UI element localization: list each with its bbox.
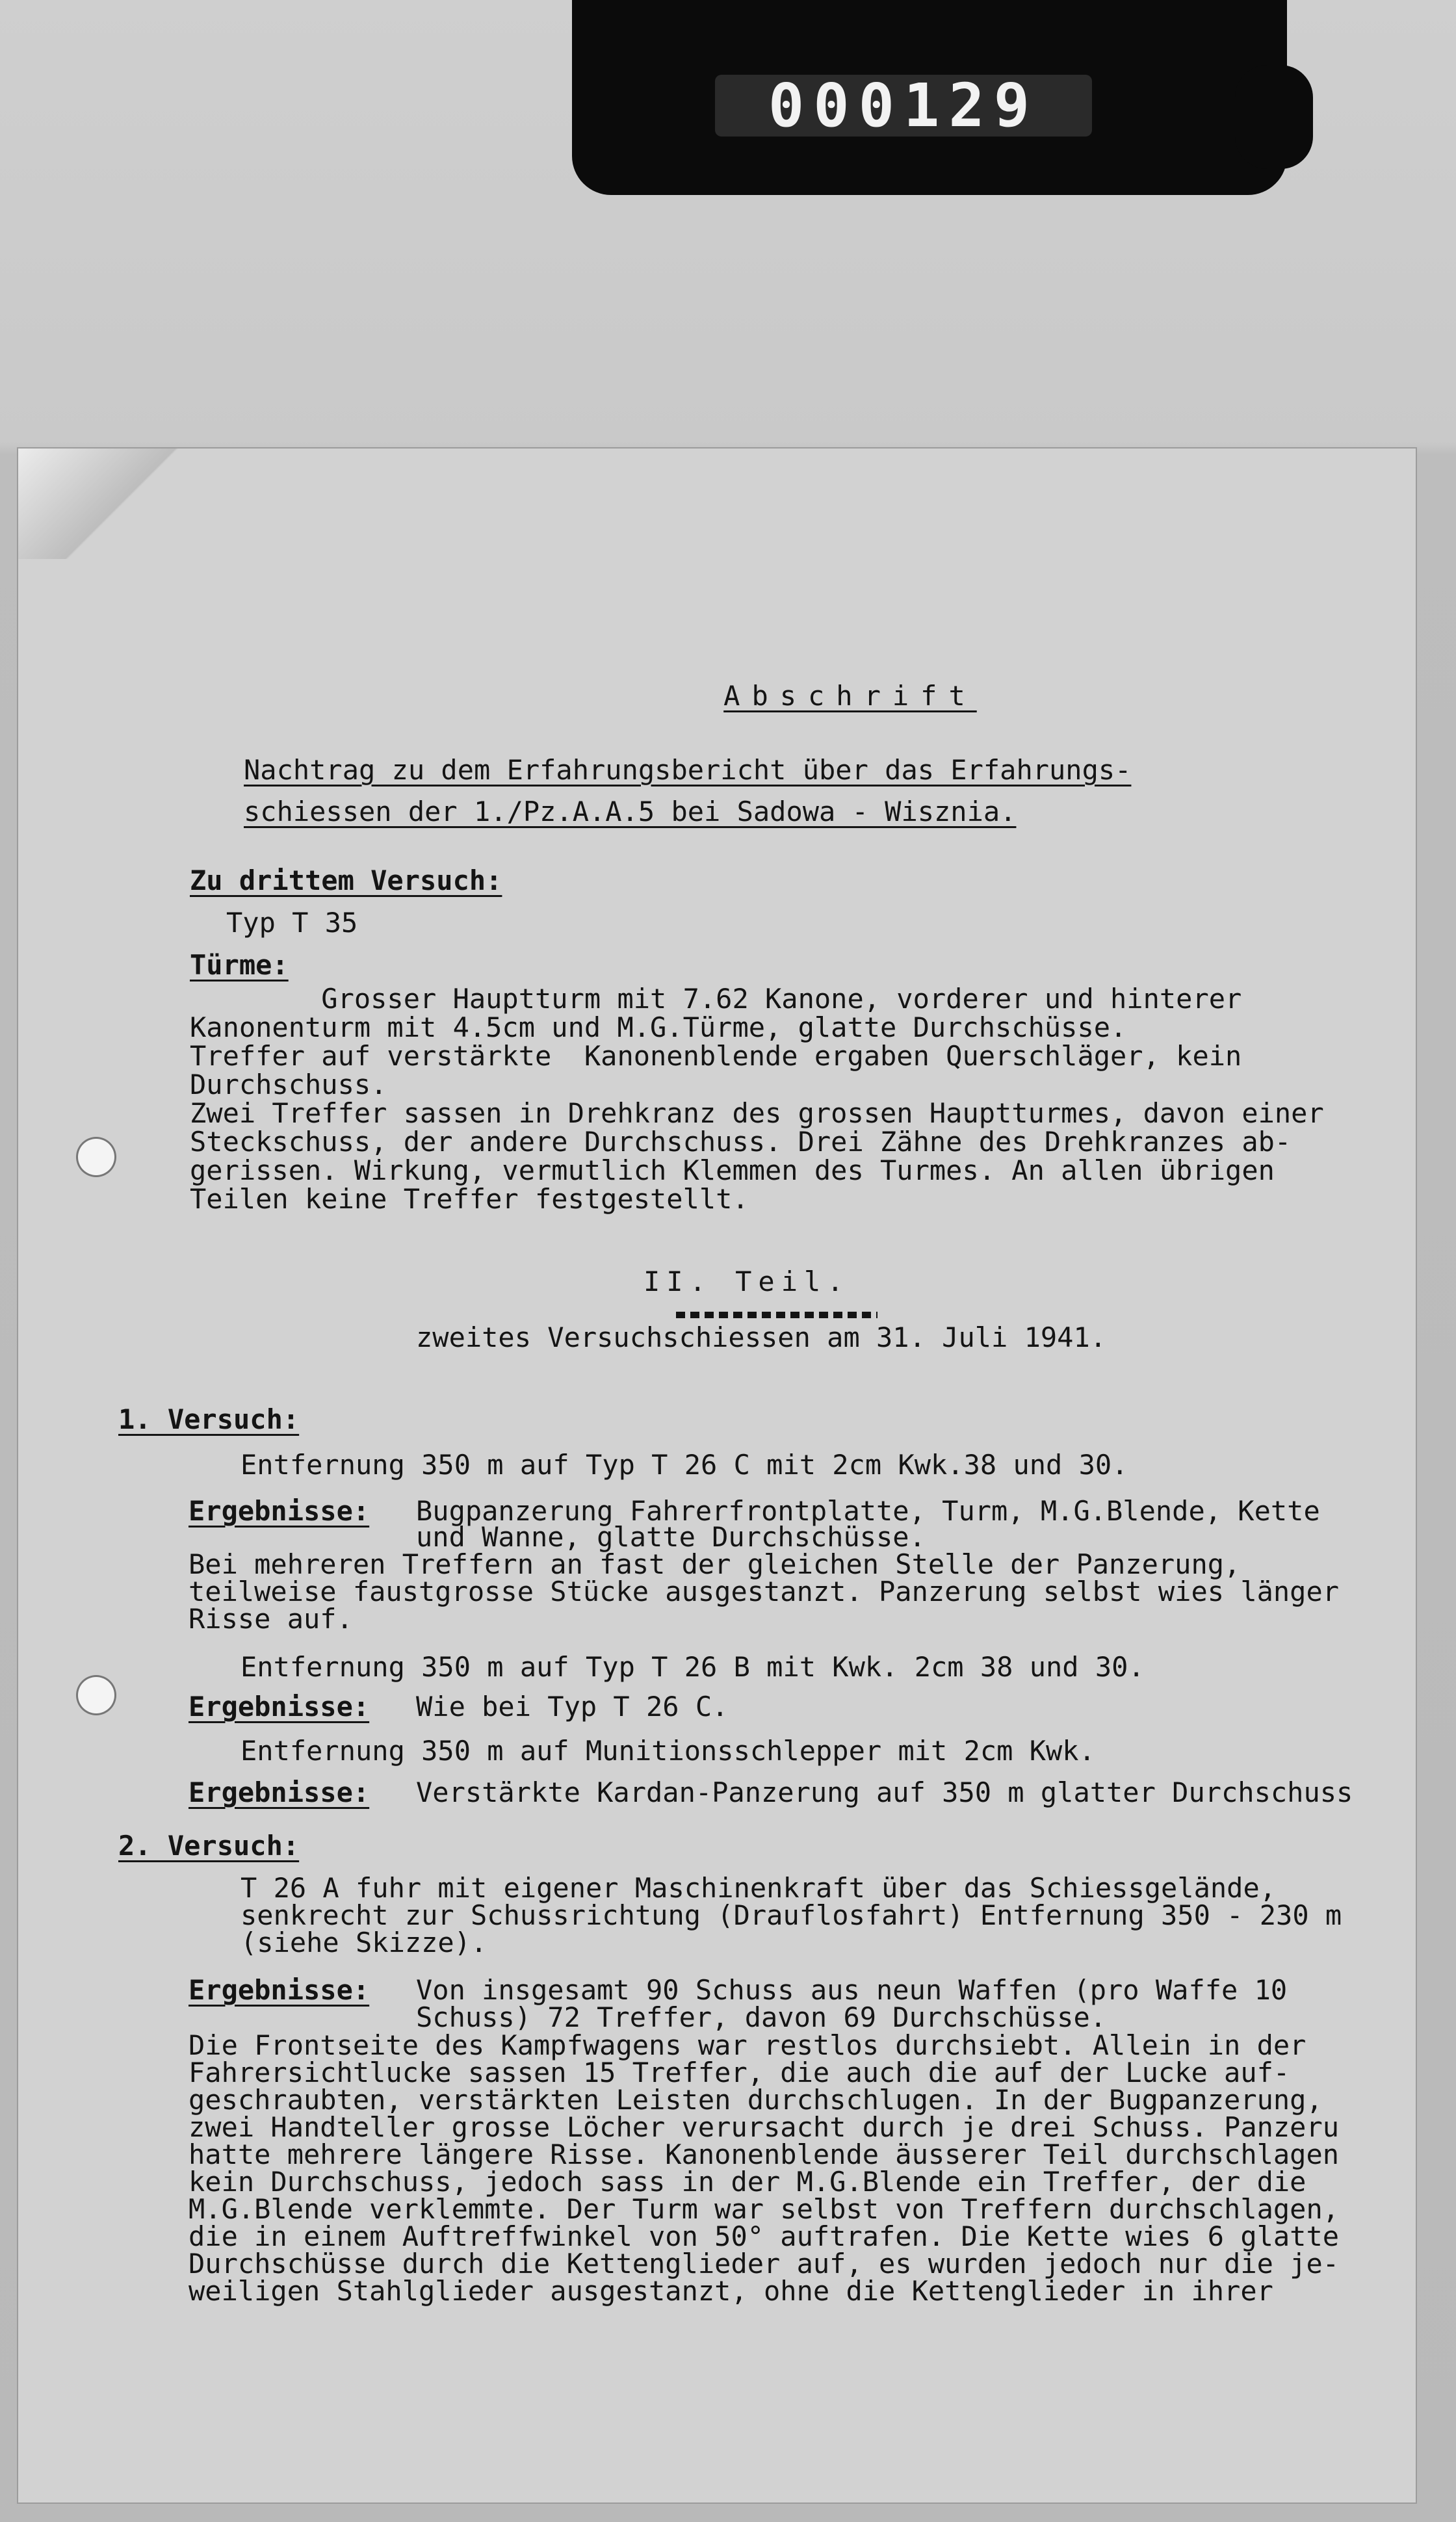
versuch1-distance-2: Entfernung 350 m auf Typ T 26 B mit Kwk. 2cm 38 und 30. xyxy=(240,1651,1145,1683)
section3-type: Typ T 35 xyxy=(226,907,358,939)
torn-corner xyxy=(18,448,194,559)
towers-line: Durchschuss. xyxy=(190,1069,387,1100)
document-heading xyxy=(611,653,977,739)
punch-hole-lower xyxy=(78,1677,114,1713)
part2-title: II. Teil. xyxy=(644,1266,850,1297)
punch-hole-upper xyxy=(78,1139,114,1175)
towers-line: Kanonenturm mit 4.5cm und M.G.Türme, glatte Durchschüsse. xyxy=(190,1011,1127,1043)
versuch2-text: T 26 A fuhr mit eigener Maschinenkraft über das Schiessgelände, xyxy=(240,1872,1277,1904)
towers-label: Türme: xyxy=(190,949,289,981)
versuch2-label: 2. Versuch: xyxy=(118,1830,300,1862)
subject-line-1: Nachtrag zu dem Erfahrungsbericht über das Erfahrungs- xyxy=(244,754,1132,786)
frame-counter-window xyxy=(715,71,1092,140)
frame-number: 000129 xyxy=(768,71,1039,140)
versuch1-label: 1. Versuch: xyxy=(118,1403,300,1435)
versuch1-result-1: und Wanne, glatte Durchschüsse. xyxy=(416,1521,926,1553)
versuch2-details: Fahrersichtlucke sassen 15 Treffer, die auch die auf der Lucke auf- xyxy=(188,2057,1290,2088)
versuch1-result-1: Bugpanzerung Fahrerfrontplatte, Turm, M.G.Blende, Kette xyxy=(416,1495,1320,1527)
versuch2-details: geschraubten, verstärkten Leisten durchschlugen. In der Bugpanzerung, xyxy=(188,2084,1323,2116)
results-label: Ergebnisse: xyxy=(188,1495,370,1527)
results-label: Ergebnisse: xyxy=(188,1974,370,2006)
versuch2-text: (siehe Skizze). xyxy=(240,1927,488,1958)
results-label: Ergebnisse: xyxy=(188,1691,370,1722)
versuch1-distance-3: Entfernung 350 m auf Munitionsschlepper mit 2cm Kwk. xyxy=(240,1735,1095,1767)
versuch1-result-more: teilweise faustgrosse Stücke ausgestanzt. Panzerung selbst wies länger xyxy=(188,1576,1340,1607)
frame-counter-knob xyxy=(1235,65,1313,169)
versuch2-details: hatte mehrere längere Risse. Kanonenblende äusserer Teil durchschlagen xyxy=(188,2138,1340,2170)
versuch1-result-2: Wie bei Typ T 26 C. xyxy=(416,1691,729,1722)
results-label: Ergebnisse: xyxy=(188,1776,370,1808)
section3-label: Zu drittem Versuch: xyxy=(190,864,502,896)
versuch2-details: M.G.Blende verklemmte. Der Turm war selbst von Treffern durchschlagen, xyxy=(188,2193,1340,2225)
heading-text: Abschrift xyxy=(723,680,977,712)
versuch2-details: weiligen Stahlglieder ausgestanzt, ohne die Kettenglieder in ihrer xyxy=(188,2275,1273,2307)
versuch2-result: Von insgesamt 90 Schuss aus neun Waffen (pro Waffe 10 xyxy=(416,1974,1288,2006)
versuch1-result-3: Verstärkte Kardan-Panzerung auf 350 m glatter Durchschuss xyxy=(416,1776,1353,1808)
towers-line: Zwei Treffer sassen in Drehkranz des grossen Hauptturmes, davon einer xyxy=(190,1097,1324,1129)
versuch2-details: kein Durchschuss, jedoch sass in der M.G.Blende ein Treffer, der die xyxy=(188,2166,1306,2198)
versuch1-result-more: Risse auf. xyxy=(188,1603,353,1635)
part2-title-underline xyxy=(676,1312,878,1318)
part2-subtitle: zweites Versuchschiessen am 31. Juli 1941. xyxy=(416,1321,1107,1353)
versuch1-distance-1: Entfernung 350 m auf Typ T 26 C mit 2cm Kwk.38 und 30. xyxy=(240,1449,1128,1481)
versuch2-result: Schuss) 72 Treffer, davon 69 Durchschüsse. xyxy=(416,2001,1107,2033)
towers-line: Steckschuss, der andere Durchschuss. Drei Zähne des Drehkranzes ab- xyxy=(190,1126,1292,1158)
subject-line-2: schiessen der 1./Pz.A.A.5 bei Sadowa - Wisznia. xyxy=(244,796,1017,827)
versuch2-details: Durchschüsse durch die Kettenglieder auf, es wurden jedoch nur die je- xyxy=(188,2248,1340,2280)
versuch2-details: die in einem Auftreffwinkel von 50° auftrafen. Die Kette wies 6 glatte xyxy=(188,2220,1340,2252)
versuch2-text: senkrecht zur Schussrichtung (Drauflosfahrt) Entfernung 350 - 230 m xyxy=(240,1899,1342,1931)
towers-line: Grosser Hauptturm mit 7.62 Kanone, vorderer und hinterer xyxy=(190,983,1242,1015)
versuch2-details: Die Frontseite des Kampfwagens war restlos durchsiebt. Allein in der xyxy=(188,2029,1306,2061)
towers-line: gerissen. Wirkung, vermutlich Klemmen des Turmes. An allen übrigen xyxy=(190,1154,1275,1186)
versuch2-details: zwei Handteller grosse Löcher verursacht durch je drei Schuss. Panzeru xyxy=(188,2111,1340,2143)
versuch1-result-more: Bei mehreren Treffern an fast der gleichen Stelle der Panzerung, xyxy=(188,1548,1241,1580)
towers-line: Treffer auf verstärkte Kanonenblende ergaben Querschläger, kein xyxy=(190,1040,1242,1072)
towers-line: Teilen keine Treffer festgestellt. xyxy=(190,1183,749,1215)
